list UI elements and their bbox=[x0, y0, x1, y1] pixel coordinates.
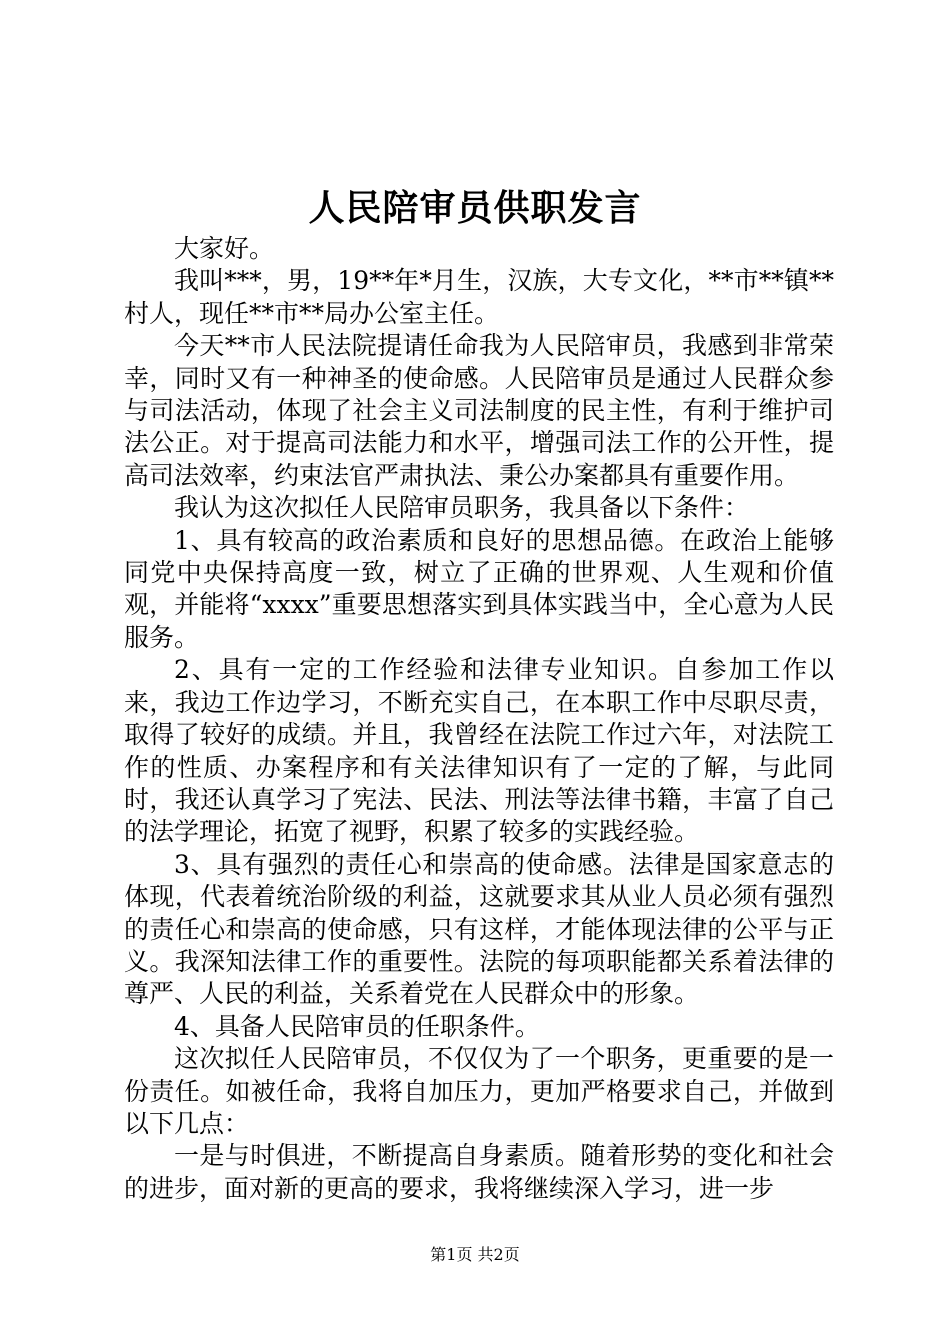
paragraph-conditions-intro: 我认为这次拟任人民陪审员职务，我具备以下条件： bbox=[174, 493, 750, 523]
paragraph-nomination: 今天**市人民法院提请任命我为人民陪审员，我感到非常荣幸，同时又有一种神圣的使命感。人民陪审员是通过人民群众参与司法活动，体现了社会主义司法制度的民主性，有利于维护司法公正。对于提高司法能力和水平，增强司法工作的公开性，提高司法效率，约束法官严肃执法、秉公办案都具有重要作用。 bbox=[124, 331, 834, 490]
document-body bbox=[124, 233, 834, 1205]
paragraph-self-introduction: 我叫***，男，19**年*月生，汉族，大专文化，**市**镇**村人，现任**市**局办公室主任。 bbox=[124, 266, 834, 328]
page-number-footer: 第1页 共2页 bbox=[430, 1245, 520, 1264]
paragraph-condition-4: 4、具备人民陪审员的任职条件。 bbox=[174, 1011, 540, 1041]
document-title: 人民陪审员供职发言 bbox=[308, 187, 642, 229]
paragraph-condition-3: 3、具有强烈的责任心和崇高的使命感。法律是国家意志的体现，代表着统治阶级的利益，这就要求其从业人员必须有强烈的责任心和崇高的使命感，只有这样，才能体现法律的公平与正义。我深知法律工作的重要性。法院的每项职能都关系着法律的尊严、人民的利益，关系着党在人民群众中的形象。 bbox=[124, 849, 834, 1009]
paragraph-greeting: 大家好。 bbox=[174, 234, 275, 263]
paragraph-point-1: 一是与时俱进，不断提高自身素质。随着形势的变化和社会的进步，面对新的更高的要求，我将继续深入学习，进一步 bbox=[124, 1141, 834, 1203]
paragraph-condition-1: 1、具有较高的政治素质和良好的思想品德。在政治上能够同党中央保持高度一致，树立了正确的世界观、人生观和价值观，并能将“xxxx”重要思想落实到具体实践当中，全心意为人民服务。 bbox=[124, 525, 834, 652]
paragraph-condition-2: 2、具有一定的工作经验和法律专业知识。自参加工作以来，我边工作边学习，不断充实自己，在本职工作中尽职尽责，取得了较好的成绩。并且，我曾经在法院工作过六年，对法院工作的性质、办案程序和有关法律知识有了一定的了解，与此同时，我还认真学习了宪法、民法、刑法等法律书籍，丰富了自己的法学理论，拓宽了视野，积累了较多的实践经验。 bbox=[124, 655, 834, 847]
paragraph-commitment: 这次拟任人民陪审员，不仅仅为了一个职务，更重要的是一份责任。如被任命，我将自加压力，更加严格要求自己，并做到以下几点： bbox=[124, 1044, 834, 1138]
